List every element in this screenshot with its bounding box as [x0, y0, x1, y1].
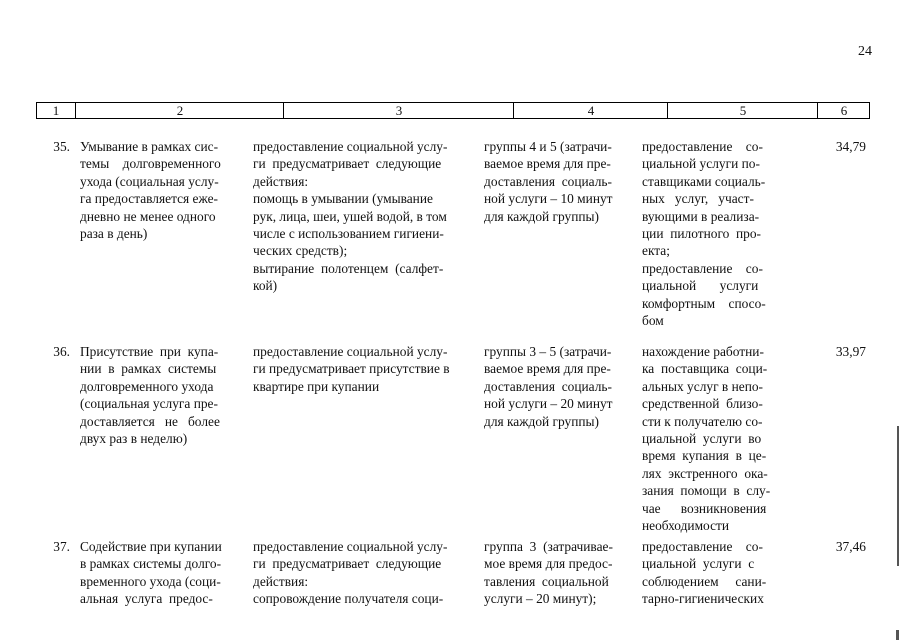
row-number: 35. — [53, 139, 70, 154]
header-col-3: 3 — [283, 103, 514, 118]
service-description: предоставление социальной услу- ги предусматривает следующие действия: сопровождение получателя соци- — [253, 539, 448, 607]
service-description: предоставление социальной услу- ги предусматривает следующие действия: помощь в умывании (умывание рук, лица, шеи, ушей водой, в том числе с использованием гигиени- ческих средств); вытирание полотенцем (салфет- кой) — [253, 139, 448, 294]
header-col-2: 2 — [75, 103, 284, 118]
header-col-1: 1 — [52, 103, 60, 118]
service-time: группы 3 – 5 (затрачи- ваемое время для пре- доставления социаль- ной услуги – 20 минут для каждой группы) — [484, 344, 613, 429]
page-number: 24 — [858, 44, 872, 59]
service-price: 37,46 — [835, 539, 866, 554]
service-name: Присутствие при купа- нии в рамках системы долговременного ухода (социальная услуга пре- доставляется не более двух раз в неделю) — [80, 344, 220, 447]
header-col-6: 6 — [817, 103, 870, 118]
service-name: Умывание в рамках сис- темы долговременного ухода (социальная услу- га предоставляется еже- дневно не менее одного раза в день) — [80, 139, 221, 242]
header-col-4: 4 — [513, 103, 668, 118]
service-time: группа 3 (затрачивае- мое время для предос- тавления социальной услуги – 20 минут); — [484, 539, 613, 607]
service-price: 34,79 — [835, 139, 866, 154]
scan-edge-mark — [896, 630, 899, 640]
service-conditions: предоставление со- циальной услуги с соблюдением сани- тарно-гигиенических — [642, 539, 767, 607]
table-header-row — [36, 102, 870, 119]
service-price: 33,97 — [835, 344, 866, 359]
row-number: 37. — [53, 539, 70, 554]
scan-edge-mark — [897, 426, 899, 566]
service-time: группы 4 и 5 (затрачи- ваемое время для пре- доставления социаль- ной услуги – 10 минут для каждой группы) — [484, 139, 613, 224]
header-col-5: 5 — [667, 103, 818, 118]
service-conditions: предоставление со- циальной услуги по- ставщиками социаль- ных услуг, участ- вующими в реализа- ции пилотного про- екта; предоставление со- циальной услуги комфортным спосо- бом — [642, 139, 766, 329]
service-description: предоставление социальной услу- ги предусматривает присутствие в квартире при купании — [253, 344, 450, 394]
row-number: 36. — [53, 344, 70, 359]
service-name: Содействие при купании в рамках системы долго- временного ухода (соци- альная услуга предос- — [80, 539, 222, 607]
service-conditions: нахождение работни- ка поставщика соци- альных услуг в непо- средственной близо- сти к получателю со- циальной услуги во время купания в це- лях экстренного ока- зания помощи в слу- чае возникновения необходимости — [642, 344, 771, 534]
